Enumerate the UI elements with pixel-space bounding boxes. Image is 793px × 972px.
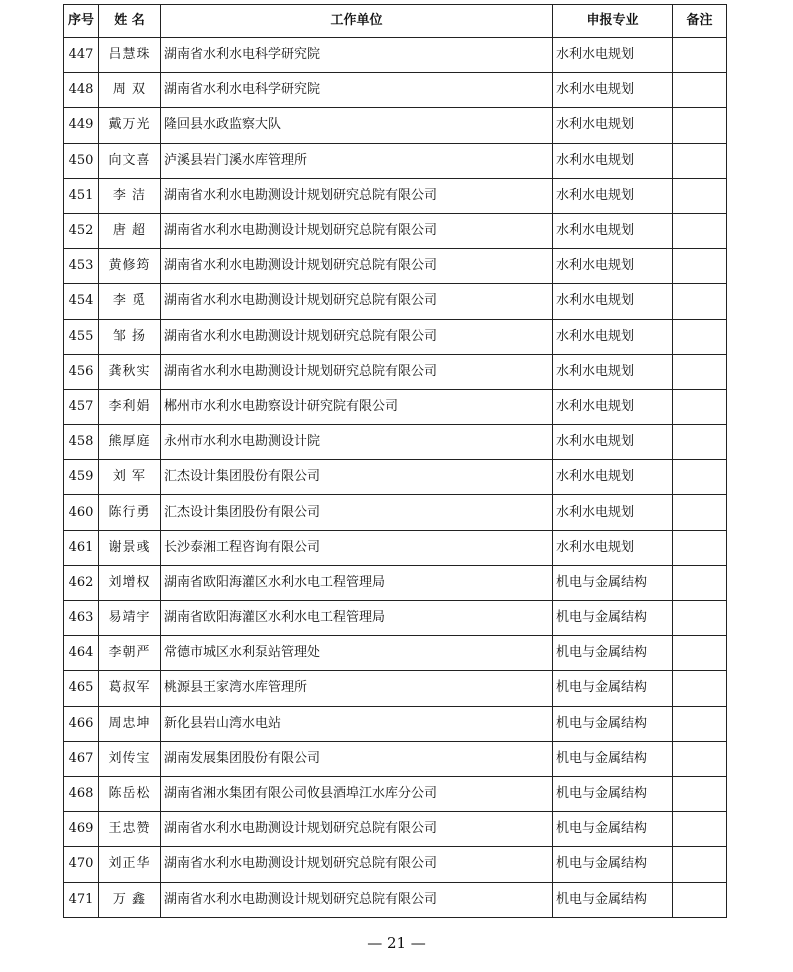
work-unit: 湖南省水利水电勘测设计规划研究总院有限公司 bbox=[161, 249, 553, 284]
person-name: 黄修筠 bbox=[99, 249, 161, 284]
person-name: 刘增权 bbox=[99, 565, 161, 600]
work-unit: 湖南省水利水电科学研究院 bbox=[161, 73, 553, 108]
table-row bbox=[64, 249, 727, 284]
row-number: 458 bbox=[64, 425, 99, 460]
row-number: 460 bbox=[64, 495, 99, 530]
remark bbox=[673, 601, 727, 636]
remark bbox=[673, 530, 727, 565]
table-row bbox=[64, 741, 727, 776]
row-number: 461 bbox=[64, 530, 99, 565]
work-unit: 湖南省水利水电勘测设计规划研究总院有限公司 bbox=[161, 319, 553, 354]
specialty: 机电与金属结构 bbox=[553, 706, 673, 741]
remark bbox=[673, 38, 727, 73]
person-name: 王忠赞 bbox=[99, 812, 161, 847]
specialty: 水利水电规划 bbox=[553, 530, 673, 565]
specialty: 水利水电规划 bbox=[553, 495, 673, 530]
person-name: 邹 扬 bbox=[99, 319, 161, 354]
specialty: 机电与金属结构 bbox=[553, 636, 673, 671]
specialty: 水利水电规划 bbox=[553, 249, 673, 284]
work-unit: 汇杰设计集团股份有限公司 bbox=[161, 460, 553, 495]
person-name: 李 觅 bbox=[99, 284, 161, 319]
remark bbox=[673, 73, 727, 108]
specialty: 水利水电规划 bbox=[553, 425, 673, 460]
remark bbox=[673, 706, 727, 741]
table-row bbox=[64, 143, 727, 178]
specialty: 水利水电规划 bbox=[553, 284, 673, 319]
work-unit: 湖南省水利水电勘测设计规划研究总院有限公司 bbox=[161, 284, 553, 319]
row-number: 451 bbox=[64, 178, 99, 213]
row-number: 454 bbox=[64, 284, 99, 319]
person-name: 龚秋实 bbox=[99, 354, 161, 389]
row-number: 453 bbox=[64, 249, 99, 284]
specialty: 水利水电规划 bbox=[553, 108, 673, 143]
work-unit: 桃源县王家湾水库管理所 bbox=[161, 671, 553, 706]
row-number: 469 bbox=[64, 812, 99, 847]
work-unit: 新化县岩山湾水电站 bbox=[161, 706, 553, 741]
remark bbox=[673, 213, 727, 248]
work-unit: 隆回县水政监察大队 bbox=[161, 108, 553, 143]
specialty: 机电与金属结构 bbox=[553, 741, 673, 776]
remark bbox=[673, 882, 727, 917]
table-row bbox=[64, 178, 727, 213]
person-name: 唐 超 bbox=[99, 213, 161, 248]
header-org: 工作单位 bbox=[161, 5, 553, 38]
table-row bbox=[64, 882, 727, 917]
person-name: 刘正华 bbox=[99, 847, 161, 882]
remark bbox=[673, 143, 727, 178]
header-name: 姓 名 bbox=[99, 5, 161, 38]
table-row bbox=[64, 213, 727, 248]
work-unit: 湖南省水利水电勘测设计规划研究总院有限公司 bbox=[161, 812, 553, 847]
person-name: 葛叔军 bbox=[99, 671, 161, 706]
work-unit: 湖南省湘水集团有限公司攸县酒埠江水库分公司 bbox=[161, 776, 553, 811]
remark bbox=[673, 108, 727, 143]
table-row bbox=[64, 108, 727, 143]
work-unit: 湖南省水利水电勘测设计规划研究总院有限公司 bbox=[161, 213, 553, 248]
row-number: 466 bbox=[64, 706, 99, 741]
table-row bbox=[64, 319, 727, 354]
remark bbox=[673, 178, 727, 213]
specialty: 水利水电规划 bbox=[553, 319, 673, 354]
work-unit: 湖南省水利水电科学研究院 bbox=[161, 38, 553, 73]
row-number: 463 bbox=[64, 601, 99, 636]
table-row bbox=[64, 812, 727, 847]
person-name: 刘 军 bbox=[99, 460, 161, 495]
row-number: 462 bbox=[64, 565, 99, 600]
header-spec: 申报专业 bbox=[553, 5, 673, 38]
header-num: 序号 bbox=[64, 5, 99, 38]
specialty: 水利水电规划 bbox=[553, 73, 673, 108]
roster-table bbox=[63, 4, 727, 918]
page-number: — 21 — bbox=[367, 934, 426, 952]
row-number: 449 bbox=[64, 108, 99, 143]
person-name: 谢景彧 bbox=[99, 530, 161, 565]
remark bbox=[673, 671, 727, 706]
work-unit: 湖南省水利水电勘测设计规划研究总院有限公司 bbox=[161, 354, 553, 389]
table-row bbox=[64, 636, 727, 671]
table-row bbox=[64, 389, 727, 424]
person-name: 李利娟 bbox=[99, 389, 161, 424]
specialty: 水利水电规划 bbox=[553, 354, 673, 389]
header-row bbox=[64, 5, 727, 38]
remark bbox=[673, 460, 727, 495]
person-name: 周忠坤 bbox=[99, 706, 161, 741]
row-number: 456 bbox=[64, 354, 99, 389]
person-name: 向文喜 bbox=[99, 143, 161, 178]
work-unit: 永州市水利水电勘测设计院 bbox=[161, 425, 553, 460]
table-row bbox=[64, 495, 727, 530]
table-row bbox=[64, 284, 727, 319]
person-name: 熊厚庭 bbox=[99, 425, 161, 460]
work-unit: 湖南省水利水电勘测设计规划研究总院有限公司 bbox=[161, 882, 553, 917]
table-row bbox=[64, 671, 727, 706]
table-row bbox=[64, 847, 727, 882]
work-unit: 湖南省欧阳海灌区水利水电工程管理局 bbox=[161, 565, 553, 600]
person-name: 易靖宇 bbox=[99, 601, 161, 636]
specialty: 机电与金属结构 bbox=[553, 776, 673, 811]
row-number: 467 bbox=[64, 741, 99, 776]
row-number: 471 bbox=[64, 882, 99, 917]
remark bbox=[673, 389, 727, 424]
person-name: 李朝严 bbox=[99, 636, 161, 671]
person-name: 陈行勇 bbox=[99, 495, 161, 530]
row-number: 470 bbox=[64, 847, 99, 882]
row-number: 468 bbox=[64, 776, 99, 811]
row-number: 457 bbox=[64, 389, 99, 424]
specialty: 水利水电规划 bbox=[553, 213, 673, 248]
table-row bbox=[64, 565, 727, 600]
work-unit: 湖南省欧阳海灌区水利水电工程管理局 bbox=[161, 601, 553, 636]
table-row bbox=[64, 706, 727, 741]
table-row bbox=[64, 601, 727, 636]
work-unit: 湖南发展集团股份有限公司 bbox=[161, 741, 553, 776]
row-number: 464 bbox=[64, 636, 99, 671]
row-number: 452 bbox=[64, 213, 99, 248]
table-row bbox=[64, 73, 727, 108]
work-unit: 郴州市水利水电勘察设计研究院有限公司 bbox=[161, 389, 553, 424]
row-number: 459 bbox=[64, 460, 99, 495]
specialty: 水利水电规划 bbox=[553, 460, 673, 495]
row-number: 450 bbox=[64, 143, 99, 178]
table-row bbox=[64, 38, 727, 73]
remark bbox=[673, 249, 727, 284]
specialty: 机电与金属结构 bbox=[553, 882, 673, 917]
row-number: 447 bbox=[64, 38, 99, 73]
work-unit: 湖南省水利水电勘测设计规划研究总院有限公司 bbox=[161, 847, 553, 882]
person-name: 万 鑫 bbox=[99, 882, 161, 917]
person-name: 刘传宝 bbox=[99, 741, 161, 776]
work-unit: 汇杰设计集团股份有限公司 bbox=[161, 495, 553, 530]
work-unit: 湖南省水利水电勘测设计规划研究总院有限公司 bbox=[161, 178, 553, 213]
specialty: 水利水电规划 bbox=[553, 143, 673, 178]
work-unit: 常德市城区水利泵站管理处 bbox=[161, 636, 553, 671]
work-unit: 泸溪县岩门溪水库管理所 bbox=[161, 143, 553, 178]
roster-sheet bbox=[63, 4, 726, 918]
table-row bbox=[64, 460, 727, 495]
table-row bbox=[64, 776, 727, 811]
table-row bbox=[64, 425, 727, 460]
remark bbox=[673, 495, 727, 530]
work-unit: 长沙泰湘工程咨询有限公司 bbox=[161, 530, 553, 565]
specialty: 机电与金属结构 bbox=[553, 812, 673, 847]
person-name: 戴万光 bbox=[99, 108, 161, 143]
remark bbox=[673, 565, 727, 600]
table-row bbox=[64, 530, 727, 565]
row-number: 465 bbox=[64, 671, 99, 706]
table-row bbox=[64, 354, 727, 389]
row-number: 455 bbox=[64, 319, 99, 354]
specialty: 水利水电规划 bbox=[553, 38, 673, 73]
specialty: 机电与金属结构 bbox=[553, 565, 673, 600]
remark bbox=[673, 847, 727, 882]
person-name: 周 双 bbox=[99, 73, 161, 108]
remark bbox=[673, 776, 727, 811]
remark bbox=[673, 425, 727, 460]
specialty: 水利水电规划 bbox=[553, 389, 673, 424]
remark bbox=[673, 812, 727, 847]
person-name: 吕慧珠 bbox=[99, 38, 161, 73]
remark bbox=[673, 284, 727, 319]
row-number: 448 bbox=[64, 73, 99, 108]
specialty: 机电与金属结构 bbox=[553, 601, 673, 636]
person-name: 李 洁 bbox=[99, 178, 161, 213]
specialty: 机电与金属结构 bbox=[553, 847, 673, 882]
specialty: 水利水电规划 bbox=[553, 178, 673, 213]
specialty: 机电与金属结构 bbox=[553, 671, 673, 706]
person-name: 陈岳松 bbox=[99, 776, 161, 811]
remark bbox=[673, 636, 727, 671]
remark bbox=[673, 354, 727, 389]
header-note: 备注 bbox=[673, 5, 727, 38]
remark bbox=[673, 741, 727, 776]
remark bbox=[673, 319, 727, 354]
table-body bbox=[64, 38, 727, 918]
